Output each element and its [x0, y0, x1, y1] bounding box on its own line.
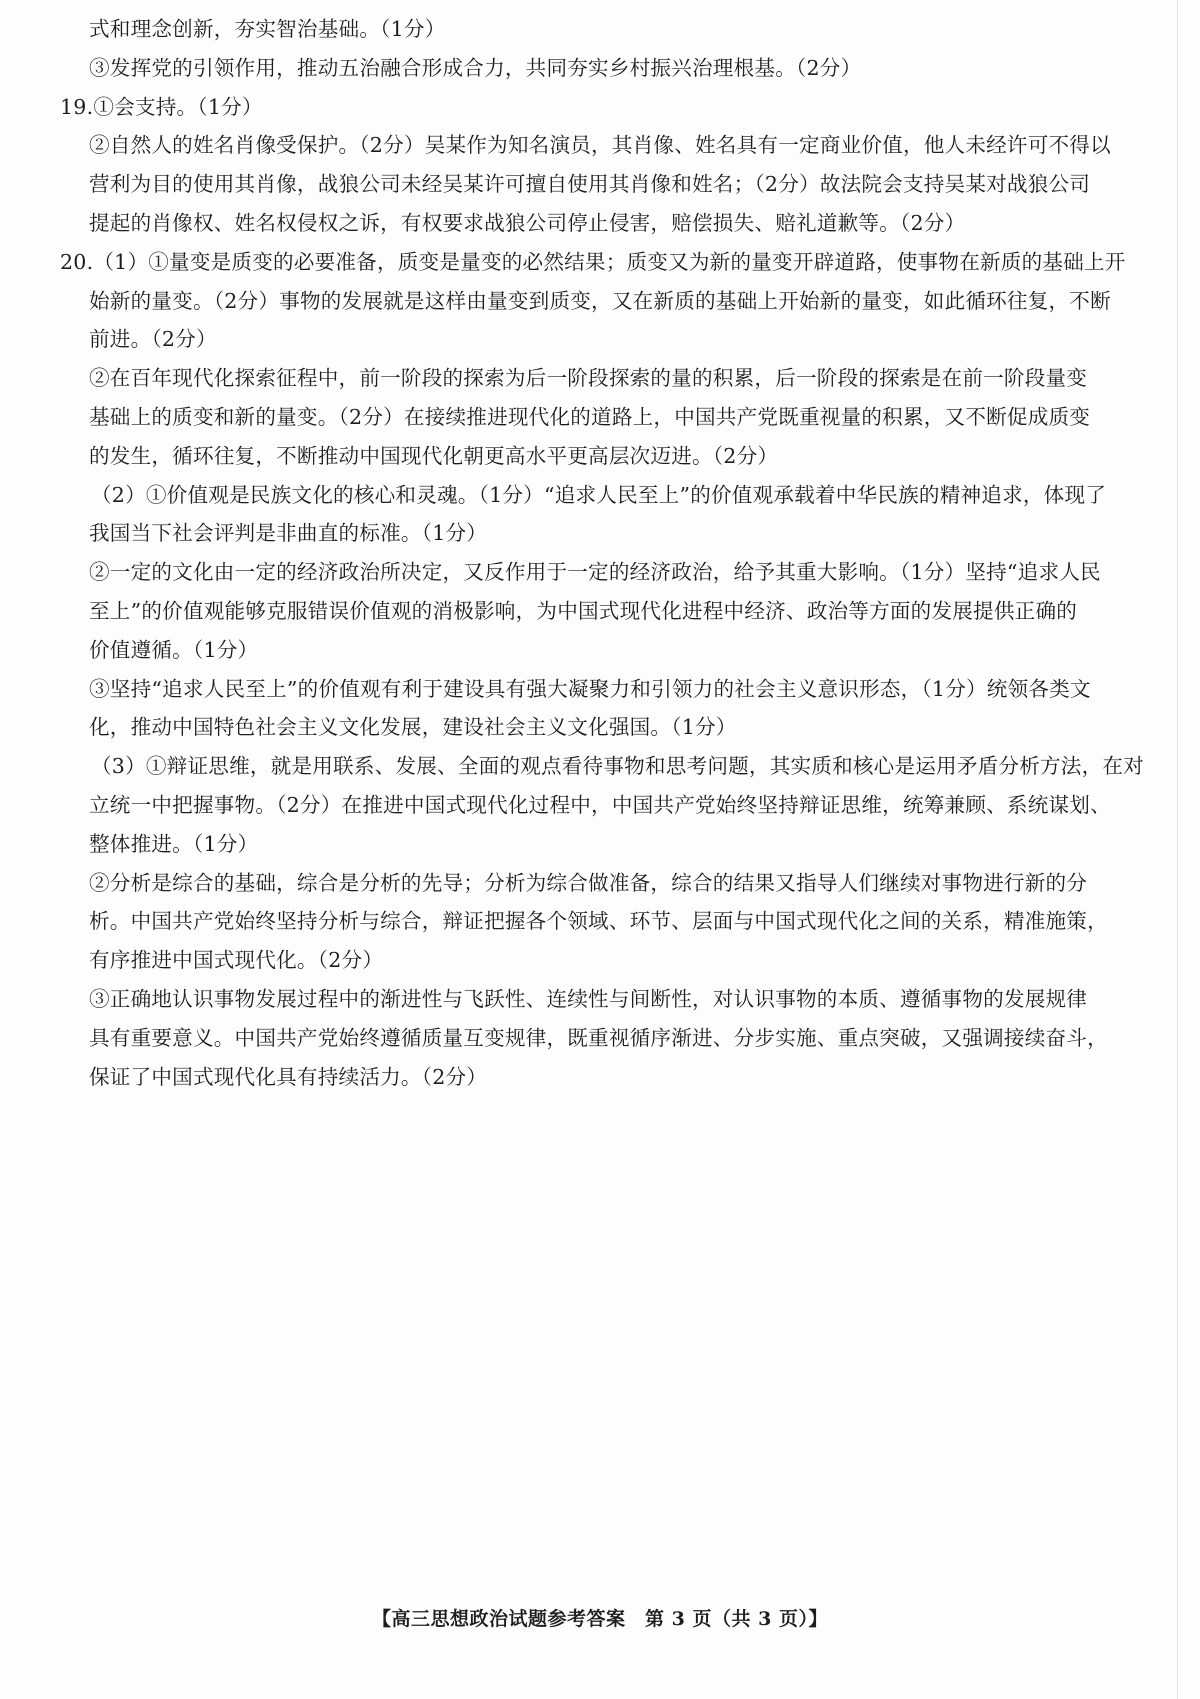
text-line: ③正确地认识事物发展过程中的渐进性与飞跃性、连续性与间断性，对认识事物的本质、遵循事物的发展规律: [89, 986, 1088, 1011]
answer-content: [60, 10, 1150, 1096]
text-line: 化，推动中国特色社会主义文化发展，建设社会主义文化强国。（1分）: [89, 715, 737, 740]
text-line: 价值遵循。（1分）: [89, 637, 259, 662]
text-line: ②分析是综合的基础，综合是分析的先导；分析为综合做准备，综合的结果又指导人们继续对事物进行新的分: [89, 870, 1088, 895]
text-line: 至上”的价值观能够克服错误价值观的消极影响，为中国式现代化进程中经济、政治等方面的发展提供正确的: [89, 598, 1078, 623]
text-line: ②在百年现代化探索征程中，前一阶段的探索为后一阶段探索的量的积累，后一阶段的探索是在前一阶段量变: [89, 366, 1088, 391]
page-edge: [1177, 0, 1178, 1699]
question-19-heading: 19.①会支持。（1分）: [60, 94, 263, 119]
text-line: ②自然人的姓名肖像受保护。（2分）吴某作为知名演员，其肖像、姓名具有一定商业价值，他人未经许可不得以: [89, 133, 1111, 158]
text-line: 的发生，循环往复，不断推动中国现代化朝更高水平更高层次迈进。（2分）: [89, 443, 779, 468]
text-line: 营利为目的使用其肖像，战狼公司未经吴某许可擅自使用其肖像和姓名；（2分）故法院会支持吴某对战狼公司: [89, 172, 1091, 197]
text-line: 始新的量变。（2分）事物的发展就是这样由量变到质变，又在新质的基础上开始新的量变，如此循环往复，不断: [89, 288, 1111, 313]
text-line: （2）①价值观是民族文化的核心和灵魂。（1分）“追求人民至上”的价值观承载着中华民族的精神追求，体现了: [91, 482, 1107, 507]
text-line: ②一定的文化由一定的经济政治所决定，又反作用于一定的经济政治，给予其重大影响。（1分）坚持“追求人民: [89, 560, 1101, 585]
text-line: ③发挥党的引领作用，推动五治融合形成合力，共同夯实乡村振兴治理根基。（2分）: [89, 55, 862, 80]
text-line: 具有重要意义。中国共产党始终遵循质量互变规律，既重视循序渐进、分步实施、重点突破，又强调接续奋斗，: [89, 1025, 1108, 1050]
page-footer: 【高三思想政治试题参考答案 第 3 页（共 3 页）】: [372, 1608, 828, 1630]
question-20-heading: 20.（1）①量变是质变的必要准备，质变是量变的必然结果；质变又为新的量变开辟道路，使事物在新质的基础上开: [60, 249, 1126, 274]
text-line: 我国当下社会评判是非曲直的标准。（1分）: [89, 521, 488, 546]
text-line: 立统一中把握事物。（2分）在推进中国式现代化过程中，中国共产党始终坚持辩证思维，统筹兼顾、系统谋划、: [89, 792, 1111, 817]
text-line: 式和理念创新，夯实智治基础。（1分）: [89, 17, 446, 41]
text-line: 保证了中国式现代化具有持续活力。（2分）: [89, 1064, 488, 1089]
text-line: 整体推进。（1分）: [89, 831, 259, 856]
text-line: 提起的肖像权、姓名权侵权之诉，有权要求战狼公司停止侵害，赔偿损失、赔礼道歉等。（2分）: [89, 210, 966, 235]
text-line: ③坚持“追求人民至上”的价值观有利于建设具有强大凝聚力和引领力的社会主义意识形态，（1分）统领各类文: [89, 676, 1091, 701]
text-line: 析。中国共产党始终坚持分析与综合，辩证把握各个领域、环节、层面与中国式现代化之间的关系，精准施策，: [89, 909, 1108, 934]
text-line: 有序推进中国式现代化。（2分）: [89, 948, 384, 973]
text-line: （3）①辩证思维，就是用联系、发展、全面的观点看待事物和思考问题，其实质和核心是运用矛盾分析方法，在对: [91, 754, 1144, 779]
text-line: 前进。（2分）: [89, 327, 217, 352]
text-line: 基础上的质变和新的量变。（2分）在接续推进现代化的道路上，中国共产党既重视量的积累，又不断促成质变: [89, 404, 1091, 429]
